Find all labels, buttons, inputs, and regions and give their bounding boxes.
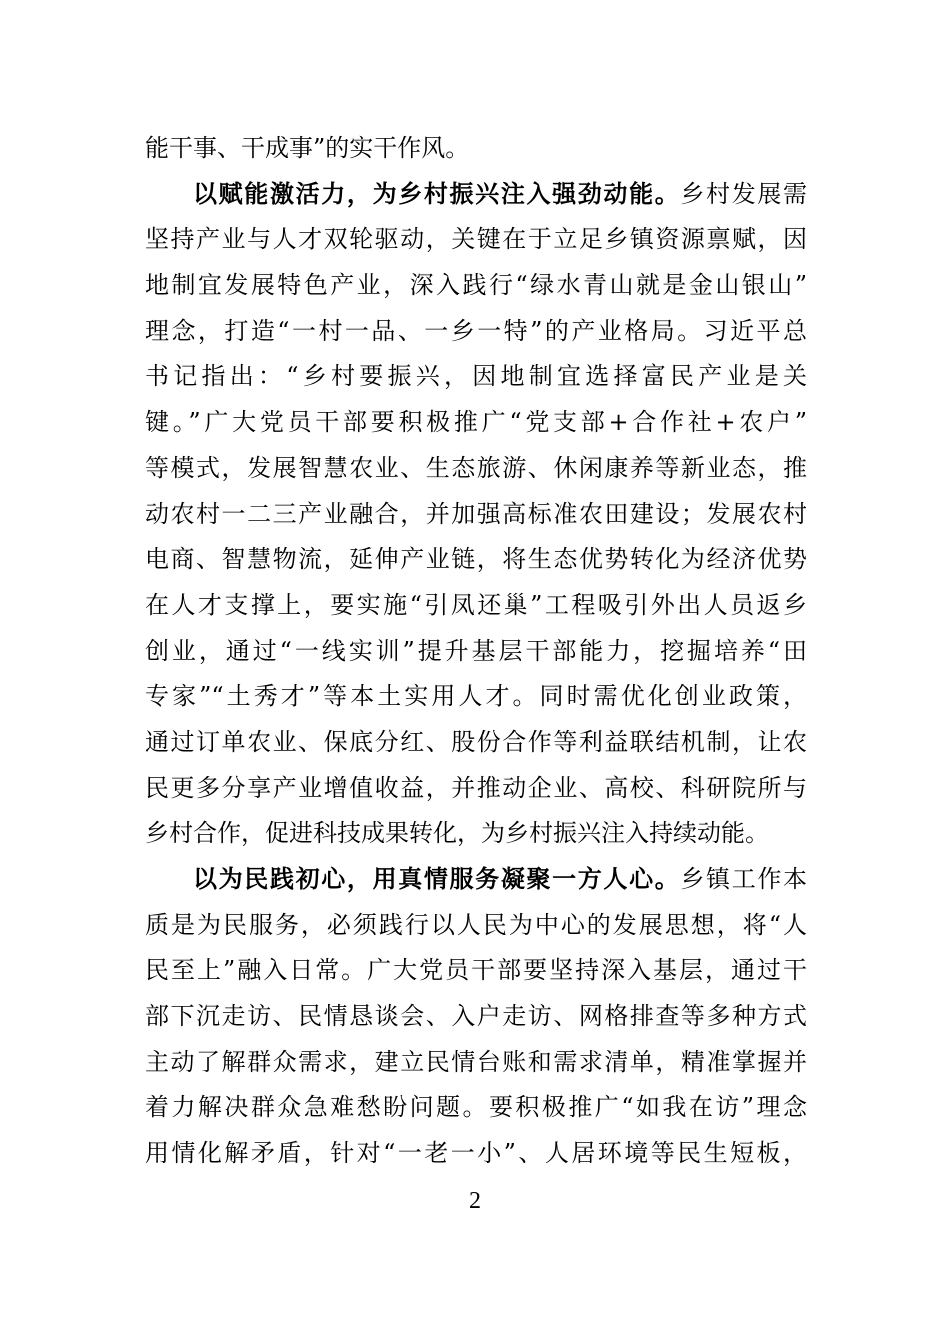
paragraph-line: 专家”“土秀才”等本土实用人才。同时需优化创业政策， — [145, 682, 807, 711]
paragraph-line: 书记指出：“乡村要振兴，因地制宜选择富民产业是关 — [145, 362, 807, 391]
paragraph-heading-line — [145, 857, 807, 903]
paragraph-line: 通过订单农业、保底分红、股份合作等利益联结机制，让农 — [145, 727, 807, 756]
paragraph-line: 创业，通过“一线实训”提升基层干部能力，挖掘培养“田 — [145, 636, 807, 665]
paragraph-text: 乡镇工作本 — [680, 865, 807, 893]
paragraph-line: 民更多分享产业增值收益，并推动企业、高校、科研院所与 — [145, 773, 807, 802]
page-number: 2 — [469, 1188, 481, 1214]
paragraph-line: 乡村合作，促进科技成果转化，为乡村振兴注入持续动能。 — [145, 819, 769, 848]
paragraph-heading: 以为民践初心，用真情服务凝聚一方人心。 — [193, 865, 681, 893]
paragraph-line: 部下沉走访、民情恳谈会、入户走访、网格排查等多种方式 — [145, 1002, 807, 1031]
paragraph-line: 着力解决群众急难愁盼问题。要积极推广“如我在访”理念 — [145, 1093, 807, 1122]
paragraph-line: 主动了解群众需求，建立民情台账和需求清单，精准掌握并 — [145, 1047, 807, 1076]
paragraph-heading-line — [145, 172, 807, 218]
body-text — [145, 126, 807, 1177]
paragraph-line: 等模式，发展智慧农业、生态旅游、休闲康养等新业态，推 — [145, 453, 807, 482]
paragraph-heading: 以赋能激活力，为乡村振兴注入强劲动能。 — [193, 179, 681, 208]
paragraph-line: 民至上”融入日常。广大党员干部要坚持深入基层，通过干 — [145, 956, 807, 985]
paragraph-line: 坚持产业与人才双轮驱动，关键在于立足乡镇资源禀赋，因 — [145, 225, 807, 254]
paragraph-line: 电商、智慧物流，延伸产业链，将生态优势转化为经济优势 — [145, 545, 807, 574]
paragraph-line: 用情化解矛盾，针对“一老一小”、人居环境等民生短板， — [145, 1139, 807, 1168]
paragraph-line: 地制宜发展特色产业，深入践行“绿水青山就是金山银山” — [145, 271, 807, 300]
paragraph-line: 质是为民服务，必须践行以人民为中心的发展思想，将“人 — [145, 910, 807, 939]
paragraph-text: 乡村发展需 — [680, 179, 807, 208]
paragraph-line: 动农村一二三产业融合，并加强高标准农田建设；发展农村 — [145, 499, 807, 528]
paragraph-line: 键。”广大党员干部要积极推广“党支部+合作社+农户” — [145, 408, 807, 437]
paragraph-line: 在人才支撑上，要实施“引凤还巢”工程吸引外出人员返乡 — [145, 590, 807, 619]
paragraph-line: 理念，打造“一村一品、一乡一特”的产业格局。习近平总 — [145, 316, 807, 345]
paragraph-line: 能干事、干成事”的实干作风。 — [145, 134, 470, 162]
